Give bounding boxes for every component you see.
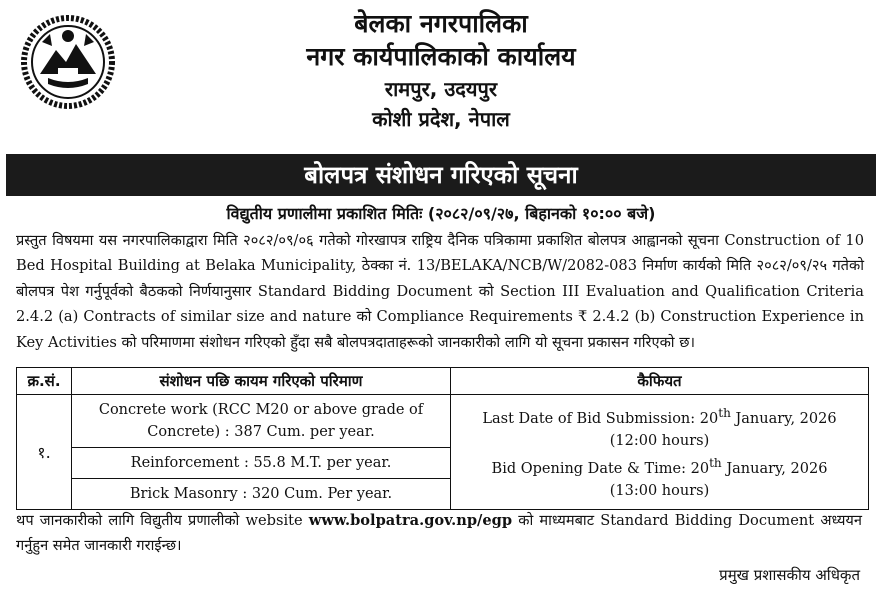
website-link[interactable]: www.bolpatra.gov.np/egp	[308, 512, 513, 529]
quantity-reinforcement: Reinforcement : 55.8 M.T. per year.	[72, 448, 451, 479]
table-row	[17, 395, 869, 448]
publication-date: विद्युतीय प्रणालीमा प्रकाशित मितिः (२०८२/०९/२७, बिहानको १०:०० बजे)	[226, 204, 656, 223]
municipality-name: बेलका नगरपालिका	[354, 9, 528, 38]
quantity-brick-masonry: Brick Masonry : 320 Cum. Per year.	[72, 479, 451, 510]
remarks-cell	[451, 395, 869, 510]
bid-opening-time: (13:00 hours)	[609, 482, 710, 499]
bid-opening-date: Bid Opening Date & Time: 20th January, 2026	[491, 456, 828, 477]
notice-body: प्रस्तुत विषयमा यस नगरपालिकाद्वारा मिति २०८२/०९/०६ गतेको गोरखापत्र राष्ट्रिय दैनिक पत्रिकामा प्रकाशित बोलपत्र आह्वानको सूचना Construction of 10 Bed Hospital Building at Belaka Municipality, ठेक्का नं. 13/BELAKA/NCB/W/2082-083 निर्माण कार्यको मिति २०८२/०९/२५ गतेको बोलपत्र पेश गर्नुपूर्वको बैठकको निर्णयानुसार Standard Bidding Document को Section III Evaluation and Qualification Criteria 2.4.2 (a) Contracts of similar size and nature को Compliance Requirements ₹ 2.4.2 (b) Construction Experience in Key Activities को परिमाणमा संशोधन गरिएको हुँदा सबै बोलपत्रदाताहरूको जानकारीको लागि यो सूचना प्रकासन गरिएको छ।	[16, 232, 864, 351]
amendment-table	[16, 367, 869, 510]
office-location: रामपुर, उदयपुर	[384, 77, 498, 101]
office-province: कोशी प्रदेश, नेपाल	[372, 107, 510, 131]
bid-submission-time: (12:00 hours)	[609, 433, 710, 449]
header-remarks: कैफियत	[451, 368, 869, 395]
quantity-concrete: Concrete work (RCC M20 or above grade of Concrete) : 387 Cum. per year.	[72, 395, 451, 448]
table-header-row	[17, 368, 869, 395]
header-quantity: संशोधन पछि कायम गरिएको परिमाण	[72, 368, 451, 395]
serial-cell: १.	[17, 395, 72, 510]
notice-title: बोलपत्र संशोधन गरिएको सूचना	[6, 154, 876, 196]
office-header	[0, 8, 882, 134]
footer-note: थप जानकारीको लागि विद्युतीय प्रणालीको website www.bolpatra.gov.np/egp को माध्यमबाट Standard Bidding Document अध्ययन गर्नुहुन समेत जानकारी गराईन्छ।	[16, 512, 862, 554]
bid-submission-date: Last Date of Bid Submission: 20th January, 2026	[482, 406, 837, 427]
signatory: प्रमुख प्रशासकीय अधिकृत	[719, 566, 860, 584]
header-serial: क्र.सं.	[17, 368, 72, 395]
office-name: नगर कार्यपालिकाको कार्यालय	[306, 42, 576, 71]
